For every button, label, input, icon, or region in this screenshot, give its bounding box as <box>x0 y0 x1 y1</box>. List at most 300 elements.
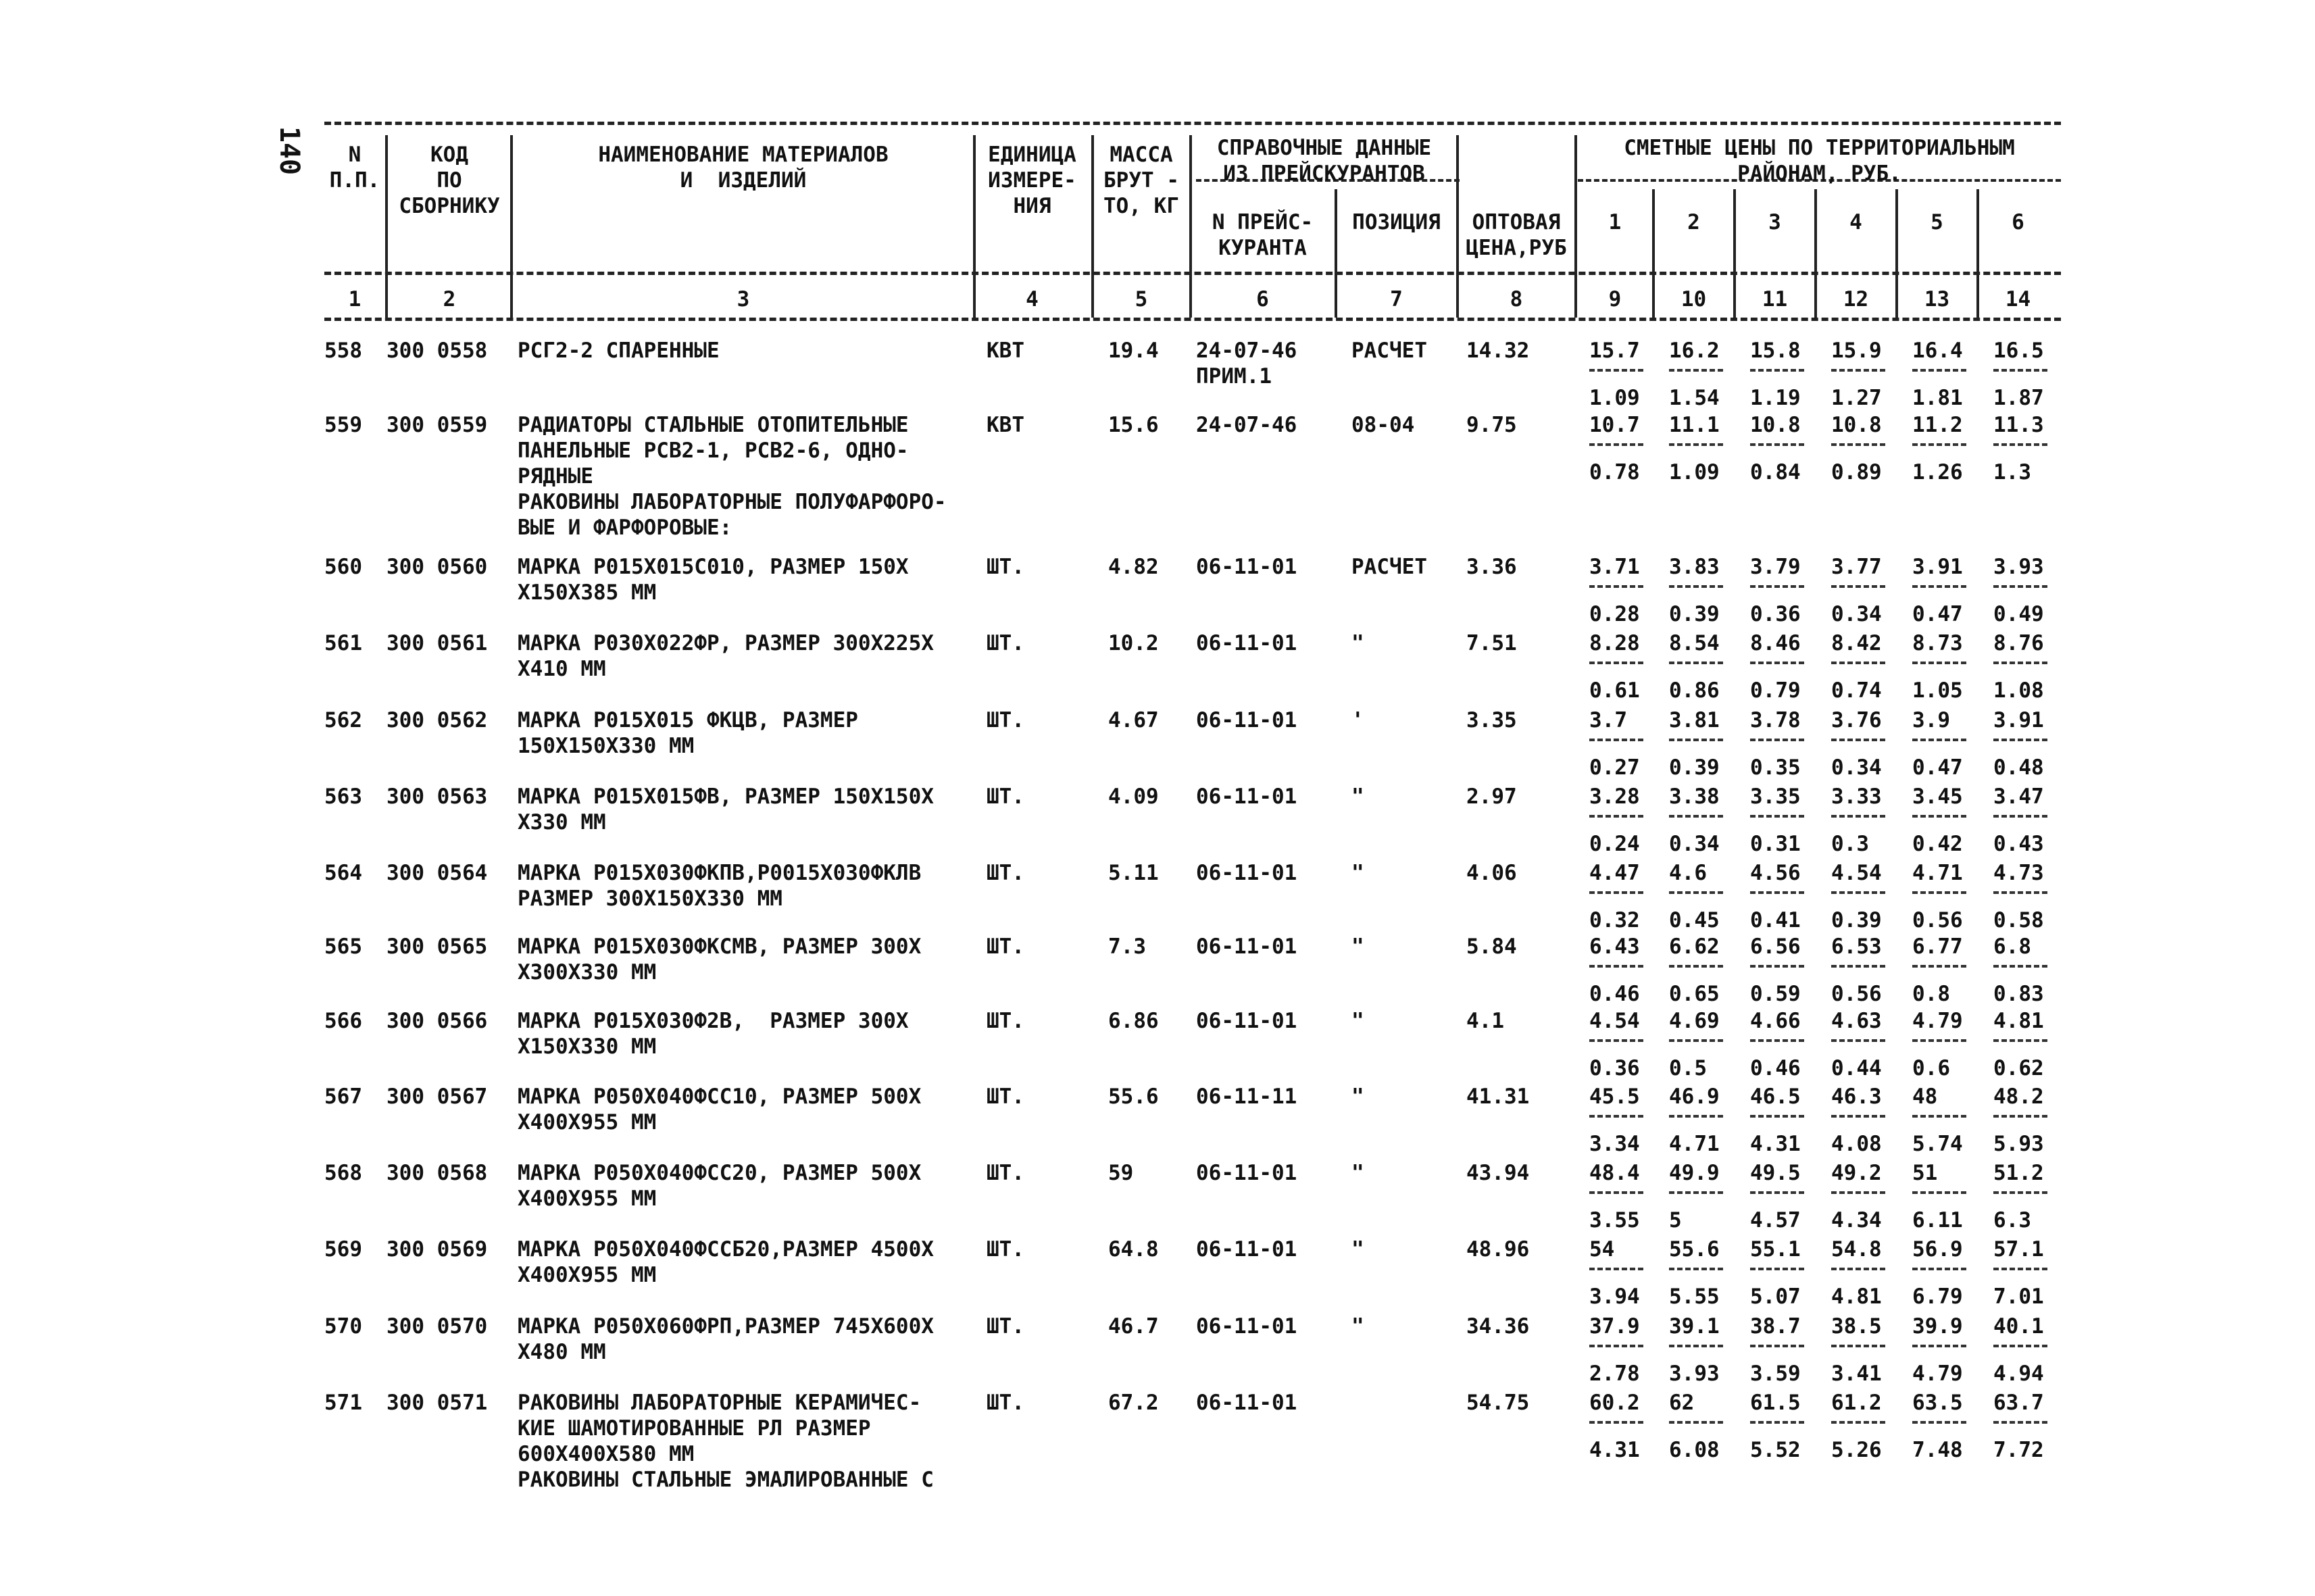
row-price-region-6: 40.1 <box>1993 1314 2044 1339</box>
row-price-region-1: 15.7 <box>1589 339 1640 363</box>
row-price-region-1: 3.7 <box>1589 708 1627 732</box>
row-subprice-region-1: 2.78 <box>1589 1362 1640 1386</box>
row-position: 08-04 <box>1351 413 1415 437</box>
row-mass: 6.86 <box>1108 1009 1159 1033</box>
header-region-6: 6 <box>2012 210 2024 234</box>
price-divider <box>1669 1191 1723 1194</box>
row-price-region-4: 3.77 <box>1831 555 1882 579</box>
row-subprice-region-3: 0.41 <box>1750 908 1801 932</box>
header-wholesale: ОПТОВАЯ ЦЕНА,РУБ <box>1466 210 1567 260</box>
row-price-region-5: 51 <box>1912 1161 1938 1185</box>
row-price-region-5: 56.9 <box>1912 1237 1963 1262</box>
row-mass: 4.82 <box>1108 555 1159 579</box>
header-code: КОД ПО СБОРНИКУ <box>399 143 500 218</box>
row-wholesale: 14.32 <box>1466 339 1530 363</box>
row-price-list: 06-11-01 <box>1196 1391 1297 1415</box>
row-mass: 59 <box>1108 1161 1134 1185</box>
header-mass: МАССА БРУТ - ТО, КГ <box>1103 143 1179 218</box>
price-divider <box>1669 662 1723 664</box>
row-unit: ШТ. <box>987 934 1024 959</box>
row-price-region-6: 16.5 <box>1993 339 2044 363</box>
price-divider <box>1912 369 1966 372</box>
price-divider <box>1589 1191 1643 1194</box>
row-subprice-region-4: 0.44 <box>1831 1056 1882 1080</box>
row-subprice-region-5: 0.56 <box>1912 908 1963 932</box>
price-divider <box>1750 965 1804 968</box>
header-unit: ЕДИНИЦА ИЗМЕРЕ- НИЯ <box>988 143 1076 218</box>
row-subprice-region-6: 0.48 <box>1993 755 2044 780</box>
price-divider <box>1831 1345 1885 1347</box>
page-number: 140 <box>274 126 305 176</box>
row-mass: 10.2 <box>1108 631 1159 655</box>
row-price-region-4: 4.54 <box>1831 861 1882 885</box>
row-number: 560 <box>324 555 362 579</box>
price-divider <box>1831 1191 1885 1194</box>
colnum-1: 1 <box>348 287 362 311</box>
row-subprice-region-3: 5.07 <box>1750 1285 1801 1309</box>
row-subprice-region-6: 0.83 <box>1993 982 2044 1006</box>
price-divider <box>1912 815 1966 818</box>
row-subprice-region-4: 0.89 <box>1831 460 1882 484</box>
row-name: РАКОВИНЫ ЛАБОРАТОРНЫЕ КЕРАМИЧЕС- КИЕ ШАМОТИРОВАННЫЕ РЛ РАЗМЕР 600Х400Х580 ММ РАКОВИНЫ СТАЛЬНЫЕ ЭМАЛИРОВАННЫЕ С <box>518 1391 934 1492</box>
row-subprice-region-5: 0.42 <box>1912 832 1963 856</box>
row-price-list: 06-11-01 <box>1196 934 1297 959</box>
row-code: 300 0565 <box>387 934 488 959</box>
price-divider <box>1669 815 1723 818</box>
row-price-region-6: 3.91 <box>1993 708 2044 732</box>
row-subprice-region-1: 3.55 <box>1589 1208 1640 1232</box>
row-price-region-1: 6.43 <box>1589 934 1640 959</box>
row-subprice-region-3: 0.36 <box>1750 602 1801 626</box>
row-mass: 19.4 <box>1108 339 1159 363</box>
row-name: МАРКА Р015Х030Ф2В, РАЗМЕР 300Х Х150Х330 ММ <box>518 1009 909 1059</box>
row-subprice-region-5: 1.05 <box>1912 678 1963 703</box>
row-subprice-region-5: 6.79 <box>1912 1285 1963 1309</box>
price-divider <box>1589 443 1643 446</box>
row-price-region-2: 62 <box>1669 1391 1695 1415</box>
row-price-region-2: 3.83 <box>1669 555 1720 579</box>
row-subprice-region-1: 4.31 <box>1589 1438 1640 1462</box>
row-subprice-region-5: 0.47 <box>1912 755 1963 780</box>
row-subprice-region-2: 0.39 <box>1669 755 1720 780</box>
price-divider <box>1750 1191 1804 1194</box>
row-unit: ШТ. <box>987 784 1024 809</box>
row-subprice-region-6: 0.43 <box>1993 832 2044 856</box>
price-divider <box>1993 585 2047 588</box>
price-divider <box>1831 1039 1885 1042</box>
row-code: 300 0567 <box>387 1084 488 1109</box>
row-mass: 5.11 <box>1108 861 1159 885</box>
row-subprice-region-3: 5.52 <box>1750 1438 1801 1462</box>
row-subprice-region-2: 6.08 <box>1669 1438 1720 1462</box>
price-divider <box>1669 1039 1723 1042</box>
header-ref-group: СПРАВОЧНЫЕ ДАННЫЕ ИЗ ПРЕЙСКУРАНТОВ <box>1216 136 1432 186</box>
row-price-region-2: 6.62 <box>1669 934 1720 959</box>
row-code: 300 0566 <box>387 1009 488 1033</box>
price-divider <box>1912 1115 1966 1118</box>
row-price-region-2: 3.38 <box>1669 784 1720 809</box>
row-price-region-3: 4.66 <box>1750 1009 1801 1033</box>
row-price-region-3: 49.5 <box>1750 1161 1801 1185</box>
row-code: 300 0570 <box>387 1314 488 1339</box>
row-price-region-3: 46.5 <box>1750 1084 1801 1109</box>
header-region-1: 1 <box>1608 210 1622 234</box>
row-position: " <box>1351 784 1364 809</box>
row-subprice-region-5: 6.11 <box>1912 1208 1963 1232</box>
row-subprice-region-6: 7.72 <box>1993 1438 2044 1462</box>
colnum-4: 4 <box>1026 287 1039 311</box>
row-price-region-5: 63.5 <box>1912 1391 1963 1415</box>
row-subprice-region-4: 3.41 <box>1831 1362 1882 1386</box>
row-unit: КВТ <box>987 339 1024 363</box>
price-divider <box>1993 1115 2047 1118</box>
price-divider <box>1750 739 1804 741</box>
price-divider <box>1912 1191 1966 1194</box>
header-name: НАИМЕНОВАНИЕ МАТЕРИАЛОВ И ИЗДЕЛИЙ <box>598 143 889 193</box>
row-code: 300 0560 <box>387 555 488 579</box>
row-price-region-6: 48.2 <box>1993 1084 2044 1109</box>
price-divider <box>1750 815 1804 818</box>
row-price-region-5: 39.9 <box>1912 1314 1963 1339</box>
row-code: 300 0569 <box>387 1237 488 1262</box>
row-name: МАРКА Р050Х040ФССБ20,РАЗМЕР 4500Х Х400Х955 ММ <box>518 1237 934 1287</box>
row-subprice-region-6: 1.87 <box>1993 386 2044 410</box>
row-subprice-region-1: 0.27 <box>1589 755 1640 780</box>
row-price-region-2: 55.6 <box>1669 1237 1720 1262</box>
row-subprice-region-2: 0.45 <box>1669 908 1720 932</box>
row-subprice-region-4: 0.3 <box>1831 832 1869 856</box>
row-wholesale: 4.06 <box>1466 861 1517 885</box>
row-position: " <box>1351 861 1364 885</box>
price-divider <box>1589 1039 1643 1042</box>
row-subprice-region-4: 0.74 <box>1831 678 1882 703</box>
row-unit: ШТ. <box>987 631 1024 655</box>
row-number: 564 <box>324 861 362 885</box>
price-divider <box>1589 1345 1643 1347</box>
row-position: " <box>1351 1009 1364 1033</box>
row-price-region-3: 6.56 <box>1750 934 1801 959</box>
row-price-list: 06-11-01 <box>1196 861 1297 885</box>
row-subprice-region-4: 4.08 <box>1831 1132 1882 1156</box>
price-divider <box>1831 815 1885 818</box>
price-divider <box>1589 891 1643 894</box>
row-position: " <box>1351 631 1364 655</box>
price-divider <box>1831 443 1885 446</box>
row-position: " <box>1351 1314 1364 1339</box>
row-wholesale: 54.75 <box>1466 1391 1530 1415</box>
row-subprice-region-3: 0.59 <box>1750 982 1801 1006</box>
row-price-list: 06-11-01 <box>1196 1161 1297 1185</box>
row-price-region-1: 10.7 <box>1589 413 1640 437</box>
row-subprice-region-3: 0.79 <box>1750 678 1801 703</box>
price-divider <box>1589 1115 1643 1118</box>
row-price-list: 06-11-01 <box>1196 631 1297 655</box>
column-numbers-rule <box>324 318 2061 321</box>
header-bottom-rule <box>324 272 2061 275</box>
row-number: 562 <box>324 708 362 732</box>
row-name: МАРКА Р015Х015С010, РАЗМЕР 150Х Х150Х385 ММ <box>518 555 909 605</box>
row-subprice-region-5: 1.26 <box>1912 460 1963 484</box>
header-region-5: 5 <box>1931 210 1943 234</box>
price-divider <box>1912 585 1966 588</box>
row-price-list: 06-11-01 <box>1196 1009 1297 1033</box>
row-price-list: 06-11-01 <box>1196 1314 1297 1339</box>
row-price-region-4: 8.42 <box>1831 631 1882 655</box>
price-divider <box>1831 662 1885 664</box>
price-divider <box>1669 1115 1723 1118</box>
price-divider <box>1912 662 1966 664</box>
price-divider <box>1669 585 1723 588</box>
row-price-region-1: 3.71 <box>1589 555 1640 579</box>
row-name: РСГ2-2 СПАРЕННЫЕ <box>518 339 720 363</box>
price-divider <box>1912 443 1966 446</box>
row-price-region-6: 3.93 <box>1993 555 2044 579</box>
row-wholesale: 4.1 <box>1466 1009 1504 1033</box>
price-divider <box>1912 1421 1966 1424</box>
price-divider <box>1831 1115 1885 1118</box>
price-divider <box>1589 662 1643 664</box>
row-price-list: 24-07-46 ПРИМ.1 <box>1196 339 1297 389</box>
price-divider <box>1993 1421 2047 1424</box>
row-position: РАСЧЕТ <box>1351 339 1427 363</box>
price-divider <box>1589 815 1643 818</box>
row-subprice-region-2: 1.54 <box>1669 386 1720 410</box>
row-number: 559 <box>324 413 362 437</box>
row-name: РАДИАТОРЫ СТАЛЬНЫЕ ОТОПИТЕЛЬНЫЕ ПАНЕЛЬНЫЕ РСВ2-1, РСВ2-6, ОДНО- РЯДНЫЕ РАКОВИНЫ ЛАБОРАТОРНЫЕ ПОЛУФАРФОРО- ВЫЕ И ФАРФОРОВЫЕ: <box>518 413 947 540</box>
price-divider <box>1750 662 1804 664</box>
row-subprice-region-4: 0.34 <box>1831 602 1882 626</box>
row-price-region-1: 37.9 <box>1589 1314 1640 1339</box>
row-name: МАРКА Р050Х060ФРП,РАЗМЕР 745Х600Х Х480 ММ <box>518 1314 934 1364</box>
row-price-region-3: 10.8 <box>1750 413 1801 437</box>
row-name: МАРКА Р030Х022ФР, РАЗМЕР 300Х225Х Х410 ММ <box>518 631 934 681</box>
row-unit: ШТ. <box>987 1009 1024 1033</box>
row-position: " <box>1351 1161 1364 1185</box>
row-mass: 4.09 <box>1108 784 1159 809</box>
row-wholesale: 2.97 <box>1466 784 1517 809</box>
colnum-5: 5 <box>1135 287 1148 311</box>
colnum-10: 10 <box>1681 287 1707 311</box>
row-price-region-2: 49.9 <box>1669 1161 1720 1185</box>
row-number: 567 <box>324 1084 362 1109</box>
row-wholesale: 48.96 <box>1466 1237 1530 1262</box>
price-divider <box>1993 891 2047 894</box>
row-subprice-region-3: 0.31 <box>1750 832 1801 856</box>
colnum-6: 6 <box>1256 287 1269 311</box>
row-code: 300 0568 <box>387 1161 488 1185</box>
row-subprice-region-2: 3.93 <box>1669 1362 1720 1386</box>
row-price-region-5: 4.71 <box>1912 861 1963 885</box>
row-subprice-region-1: 0.32 <box>1589 908 1640 932</box>
row-subprice-region-5: 1.81 <box>1912 386 1963 410</box>
row-position: " <box>1351 1237 1364 1262</box>
row-price-region-4: 38.5 <box>1831 1314 1882 1339</box>
row-code: 300 0559 <box>387 413 488 437</box>
row-number: 561 <box>324 631 362 655</box>
row-price-region-3: 55.1 <box>1750 1237 1801 1262</box>
row-unit: КВТ <box>987 413 1024 437</box>
row-unit: ШТ. <box>987 1314 1024 1339</box>
price-divider <box>1912 1345 1966 1347</box>
row-subprice-region-6: 0.62 <box>1993 1056 2044 1080</box>
row-subprice-region-1: 0.36 <box>1589 1056 1640 1080</box>
price-divider <box>1669 1268 1723 1270</box>
price-divider <box>1831 739 1885 741</box>
price-divider <box>1589 965 1643 968</box>
price-divider <box>1993 662 2047 664</box>
price-divider <box>1993 369 2047 372</box>
colnum-9: 9 <box>1608 287 1622 311</box>
row-mass: 46.7 <box>1108 1314 1159 1339</box>
row-number: 563 <box>324 784 362 809</box>
row-number: 570 <box>324 1314 362 1339</box>
row-wholesale: 3.36 <box>1466 555 1517 579</box>
row-price-region-4: 54.8 <box>1831 1237 1882 1262</box>
row-code: 300 0571 <box>387 1391 488 1415</box>
price-divider <box>1831 585 1885 588</box>
row-subprice-region-6: 1.08 <box>1993 678 2044 703</box>
row-price-region-1: 54 <box>1589 1237 1615 1262</box>
price-divider <box>1831 1421 1885 1424</box>
row-mass: 15.6 <box>1108 413 1159 437</box>
row-number: 558 <box>324 339 362 363</box>
row-price-region-5: 11.2 <box>1912 413 1963 437</box>
row-position: " <box>1351 934 1364 959</box>
colnum-2: 2 <box>443 287 456 311</box>
price-divider <box>1750 891 1804 894</box>
header-position: ПОЗИЦИЯ <box>1352 210 1441 234</box>
row-subprice-region-1: 0.24 <box>1589 832 1640 856</box>
row-subprice-region-3: 0.35 <box>1750 755 1801 780</box>
row-mass: 64.8 <box>1108 1237 1159 1262</box>
row-mass: 55.6 <box>1108 1084 1159 1109</box>
row-price-list: 06-11-11 <box>1196 1084 1297 1109</box>
price-divider <box>1993 739 2047 741</box>
row-position: РАСЧЕТ <box>1351 555 1427 579</box>
row-subprice-region-4: 5.26 <box>1831 1438 1882 1462</box>
row-wholesale: 9.75 <box>1466 413 1517 437</box>
row-code: 300 0561 <box>387 631 488 655</box>
row-price-region-4: 3.76 <box>1831 708 1882 732</box>
row-price-region-1: 4.47 <box>1589 861 1640 885</box>
row-price-region-4: 3.33 <box>1831 784 1882 809</box>
row-subprice-region-2: 0.39 <box>1669 602 1720 626</box>
row-subprice-region-1: 3.34 <box>1589 1132 1640 1156</box>
row-price-region-2: 46.9 <box>1669 1084 1720 1109</box>
price-divider <box>1589 1421 1643 1424</box>
row-subprice-region-2: 5 <box>1669 1208 1682 1232</box>
row-position: ' <box>1351 708 1364 732</box>
price-divider <box>1912 1039 1966 1042</box>
row-subprice-region-2: 4.71 <box>1669 1132 1720 1156</box>
price-divider <box>1912 739 1966 741</box>
row-wholesale: 34.36 <box>1466 1314 1530 1339</box>
price-divider <box>1993 1268 2047 1270</box>
row-subprice-region-4: 0.56 <box>1831 982 1882 1006</box>
row-price-list: 06-11-01 <box>1196 708 1297 732</box>
row-price-region-6: 4.81 <box>1993 1009 2044 1033</box>
price-divider <box>1993 443 2047 446</box>
row-price-region-3: 4.56 <box>1750 861 1801 885</box>
price-divider <box>1750 443 1804 446</box>
row-price-list: 06-11-01 <box>1196 784 1297 809</box>
row-subprice-region-4: 1.27 <box>1831 386 1882 410</box>
row-unit: ШТ. <box>987 861 1024 885</box>
row-unit: ШТ. <box>987 1391 1024 1415</box>
row-price-region-2: 16.2 <box>1669 339 1720 363</box>
row-price-region-6: 57.1 <box>1993 1237 2044 1262</box>
row-price-region-1: 8.28 <box>1589 631 1640 655</box>
price-divider <box>1750 1268 1804 1270</box>
header-num: N П.П. <box>329 143 380 193</box>
price-divider <box>1831 1268 1885 1270</box>
price-divider <box>1589 369 1643 372</box>
price-divider <box>1831 369 1885 372</box>
row-subprice-region-1: 1.09 <box>1589 386 1640 410</box>
row-price-region-5: 16.4 <box>1912 339 1963 363</box>
price-divider <box>1589 1268 1643 1270</box>
row-subprice-region-6: 6.3 <box>1993 1208 2031 1232</box>
row-subprice-region-4: 0.34 <box>1831 755 1882 780</box>
row-mass: 67.2 <box>1108 1391 1159 1415</box>
row-unit: ШТ. <box>987 555 1024 579</box>
row-subprice-region-2: 0.34 <box>1669 832 1720 856</box>
row-price-region-1: 48.4 <box>1589 1161 1640 1185</box>
row-subprice-region-3: 0.46 <box>1750 1056 1801 1080</box>
colnum-11: 11 <box>1762 287 1788 311</box>
price-divider <box>1912 965 1966 968</box>
row-subprice-region-3: 3.59 <box>1750 1362 1801 1386</box>
price-divider <box>1750 1421 1804 1424</box>
row-price-region-1: 60.2 <box>1589 1391 1640 1415</box>
price-divider <box>1669 739 1723 741</box>
price-divider <box>1993 1345 2047 1347</box>
row-price-region-2: 11.1 <box>1669 413 1720 437</box>
row-subprice-region-6: 0.49 <box>1993 602 2044 626</box>
header-region-4: 4 <box>1849 210 1862 234</box>
row-subprice-region-1: 0.46 <box>1589 982 1640 1006</box>
price-divider <box>1669 1421 1723 1424</box>
row-code: 300 0562 <box>387 708 488 732</box>
row-subprice-region-5: 7.48 <box>1912 1438 1963 1462</box>
row-name: МАРКА Р050Х040ФСС20, РАЗМЕР 500Х Х400Х955 ММ <box>518 1161 922 1211</box>
row-subprice-region-2: 1.09 <box>1669 460 1720 484</box>
row-subprice-region-5: 4.79 <box>1912 1362 1963 1386</box>
row-position: " <box>1351 1084 1364 1109</box>
row-subprice-region-3: 4.57 <box>1750 1208 1801 1232</box>
price-divider <box>1993 1039 2047 1042</box>
price-divider <box>1993 965 2047 968</box>
price-divider <box>1750 585 1804 588</box>
row-wholesale: 3.35 <box>1466 708 1517 732</box>
row-number: 568 <box>324 1161 362 1185</box>
row-price-region-3: 8.46 <box>1750 631 1801 655</box>
price-divider <box>1912 891 1966 894</box>
row-price-region-4: 4.63 <box>1831 1009 1882 1033</box>
colnum-13: 13 <box>1924 287 1950 311</box>
row-price-region-3: 38.7 <box>1750 1314 1801 1339</box>
price-divider <box>1993 1191 2047 1194</box>
price-divider <box>1669 369 1723 372</box>
price-divider <box>1669 965 1723 968</box>
colnum-3: 3 <box>737 287 750 311</box>
row-price-region-6: 4.73 <box>1993 861 2044 885</box>
price-divider <box>1993 815 2047 818</box>
row-subprice-region-4: 0.39 <box>1831 908 1882 932</box>
row-subprice-region-4: 4.81 <box>1831 1285 1882 1309</box>
row-price-region-5: 4.79 <box>1912 1009 1963 1033</box>
row-subprice-region-2: 0.86 <box>1669 678 1720 703</box>
